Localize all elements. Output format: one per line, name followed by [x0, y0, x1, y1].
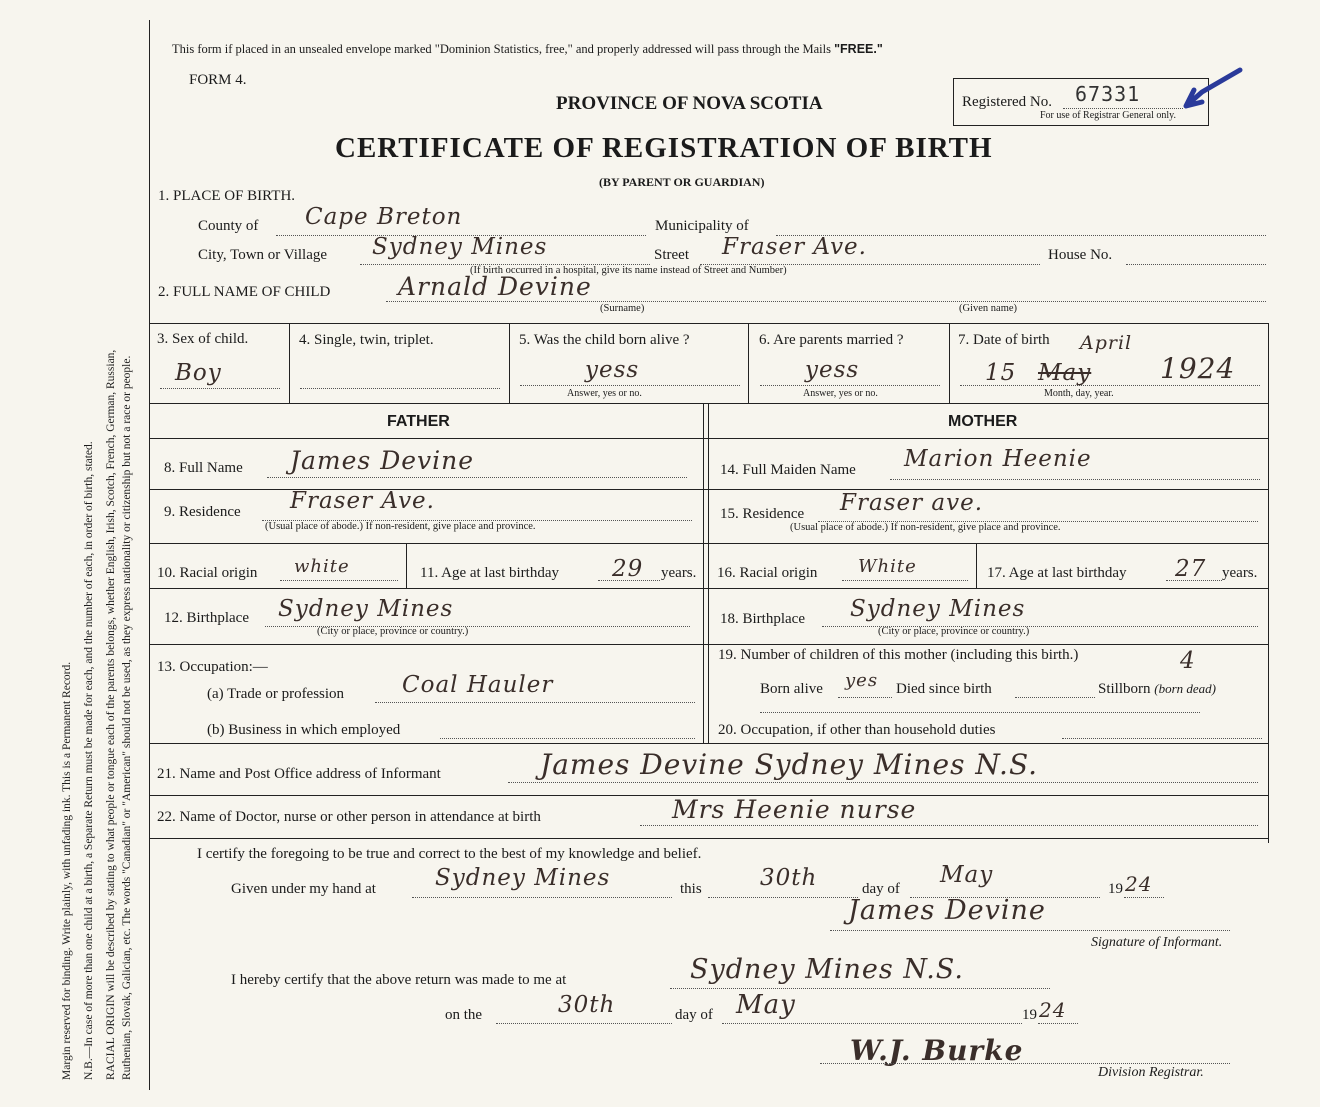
father-name-value: James Devine — [290, 446, 475, 475]
father-birthplace-value: Sydney Mines — [278, 596, 454, 622]
mother-racial-value: White — [858, 556, 917, 577]
mother-birthplace-value: Sydney Mines — [850, 596, 1026, 622]
child-name-label: 2. FULL NAME OF CHILD — [158, 284, 331, 300]
street-value: Fraser Ave. — [722, 234, 867, 260]
born-alive-note: Answer, yes or no. — [567, 388, 642, 399]
father-residence-label: 9. Residence — [164, 504, 241, 520]
certify-month-value: May — [940, 862, 994, 888]
street-label: Street — [654, 247, 689, 263]
sex-label: 3. Sex of child. — [157, 331, 249, 347]
mother-heading: MOTHER — [948, 413, 1018, 430]
county-value: Cape Breton — [305, 204, 463, 230]
certify-day-of-label: day of — [862, 881, 900, 897]
informant-signature-label: Signature of Informant. — [1091, 935, 1223, 950]
father-birthplace-label: 12. Birthplace — [164, 610, 249, 626]
died-since-birth-label: Died since birth — [896, 681, 992, 697]
place-heading: 1. PLACE OF BIRTH. — [158, 188, 296, 204]
children-count-label: 19. Number of children of this mother (including this birth.) — [718, 647, 1079, 663]
this-label: this — [680, 881, 702, 897]
given-name-note: (Given name) — [959, 303, 1018, 314]
margin-note-nb: N.B.—In case of more than one child at a birth, a Separate Return must be made for each, and the number of each, in order of birth, stated. — [83, 441, 95, 1080]
father-age-value: 29 — [612, 556, 644, 582]
father-city-note: (City or place, province or country.) — [317, 626, 469, 637]
father-racial-value: white — [294, 556, 350, 577]
birth-date-label: 7. Date of birth — [958, 332, 1050, 348]
birth-year-value: 1924 — [1160, 352, 1236, 385]
margin-note-racial-origin-cont: Ruthenian, Slovak, Galician, etc. The words "Canadian" or "American" should not be used, as they express nationality or citizenship but not a race or people. — [121, 355, 133, 1080]
city-label: City, Town or Village — [198, 247, 328, 263]
page-subtitle: (BY PARENT OR GUARDIAN) — [599, 175, 765, 189]
registrar-year-prefix: 19 — [1022, 1007, 1037, 1023]
parents-married-label: 6. Are parents married ? — [759, 332, 904, 348]
born-alive-count-label: Born alive — [760, 681, 823, 697]
parents-married-value: yess — [805, 357, 860, 383]
born-alive-label: 5. Was the child born alive ? — [519, 332, 690, 348]
birth-date-note: Month, day, year. — [1044, 388, 1114, 399]
plurality-label: 4. Single, twin, triplet. — [299, 332, 434, 348]
house-no-label: House No. — [1048, 247, 1113, 263]
attendant-value: Mrs Heenie nurse — [672, 795, 917, 824]
certify-day-value: 30th — [760, 865, 818, 891]
father-years-label: years. — [661, 565, 697, 581]
registrar-place-value: Sydney Mines N.S. — [690, 954, 964, 985]
mother-name-value: Marion Heenie — [904, 446, 1092, 472]
mother-racial-label: 16. Racial origin — [717, 565, 818, 581]
margin-note-racial-origin: RACIAL ORIGIN will be described by stating to what people or tongue each of the parents belongs, whether English, Irish, Scotch, French, German, Russian, — [105, 349, 117, 1080]
city-value: Sydney Mines — [372, 234, 548, 260]
informant-value: James Devine Sydney Mines N.S. — [540, 748, 1039, 781]
mother-age-value: 27 — [1175, 556, 1207, 582]
registrar-statement: I hereby certify that the above return was made to me at — [231, 972, 567, 988]
trade-label: (a) Trade or profession — [207, 686, 345, 702]
birth-month-value: April — [1080, 332, 1133, 354]
business-label: (b) Business in which employed — [207, 722, 401, 738]
father-racial-label: 10. Racial origin — [157, 565, 258, 581]
registrar-day-of-label: day of — [675, 1007, 713, 1023]
postal-notice: This form if placed in an unsealed envelope marked "Dominion Statistics, free," and properly addressed will pass through the Mails "FREE." — [172, 42, 883, 56]
registrar-note: For use of Registrar General only. — [1040, 110, 1176, 121]
registered-no-label: Registered No. — [962, 94, 1052, 110]
registrar-signature-label: Division Registrar. — [1098, 1065, 1204, 1080]
certify-year-value: 24 — [1125, 872, 1153, 896]
mother-occupation-label: 20. Occupation, if other than household duties — [718, 722, 996, 738]
form-number: FORM 4. — [189, 72, 247, 88]
born-alive-value: yess — [585, 357, 640, 383]
attendant-label: 22. Name of Doctor, nurse or other person in attendance at birth — [157, 809, 541, 825]
margin-note-binding: Margin reserved for binding. Write plainly, with unfading ink. This is a Permanent Record. — [61, 661, 73, 1080]
certify-year-prefix: 19 — [1108, 881, 1123, 897]
father-name-label: 8. Full Name — [164, 460, 243, 476]
given-place-value: Sydney Mines — [435, 865, 611, 891]
mother-birthplace-label: 18. Birthplace — [720, 611, 805, 627]
left-border — [149, 20, 150, 1090]
pen-mark-icon — [1180, 62, 1250, 112]
stillborn-label: Stillborn (born dead) — [1098, 681, 1217, 697]
father-heading: FATHER — [387, 413, 450, 430]
birth-day-value: 15 — [985, 360, 1017, 386]
mother-abode-note: (Usual place of abode.) If non-resident, give place and province. — [790, 522, 1061, 533]
father-residence-value: Fraser Ave. — [290, 488, 435, 514]
mother-name-label: 14. Full Maiden Name — [720, 462, 856, 478]
mother-age-label: 17. Age at last birthday — [987, 565, 1127, 581]
mother-years-label: years. — [1222, 565, 1258, 581]
province-heading: PROVINCE OF NOVA SCOTIA — [556, 93, 823, 114]
page-title: CERTIFICATE OF REGISTRATION OF BIRTH — [335, 132, 993, 164]
father-abode-note: (Usual place of abode.) If non-resident, give place and province. — [265, 521, 536, 532]
registrar-day-value: 30th — [558, 992, 616, 1018]
children-count-value: 4 — [1180, 648, 1196, 674]
certify-statement: I certify the foregoing to be true and correct to the best of my knowledge and belief. — [197, 846, 702, 862]
registrar-month-value: May — [736, 990, 796, 1020]
registrar-year-value: 24 — [1039, 998, 1067, 1022]
parents-married-note: Answer, yes or no. — [803, 388, 878, 399]
born-alive-count-value: yes — [845, 670, 879, 691]
mother-city-note: (City or place, province or country.) — [878, 626, 1030, 637]
informant-label: 21. Name and Post Office address of Informant — [157, 766, 441, 782]
municipality-label: Municipality of — [655, 218, 749, 234]
birth-month-struck: May — [1038, 360, 1092, 386]
informant-signature: James Devine — [848, 895, 1046, 926]
surname-note: (Surname) — [600, 303, 645, 314]
mother-residence-label: 15. Residence — [720, 506, 805, 522]
registrar-on-the-label: on the — [445, 1007, 483, 1023]
father-age-label: 11. Age at last birthday — [420, 565, 559, 581]
sex-value: Boy — [175, 360, 222, 386]
hospital-note: (If birth occurred in a hospital, give its name instead of Street and Number) — [470, 265, 787, 276]
mother-residence-value: Fraser ave. — [840, 490, 984, 516]
registered-no-value: 67331 — [1075, 82, 1141, 106]
father-occupation-label: 13. Occupation:— — [157, 659, 268, 675]
trade-value: Coal Hauler — [402, 672, 554, 698]
child-name-value: Arnald Devine — [398, 272, 592, 301]
registrar-signature: W.J. Burke — [850, 1034, 1024, 1067]
county-label: County of — [198, 218, 259, 234]
given-under-label: Given under my hand at — [231, 881, 376, 897]
